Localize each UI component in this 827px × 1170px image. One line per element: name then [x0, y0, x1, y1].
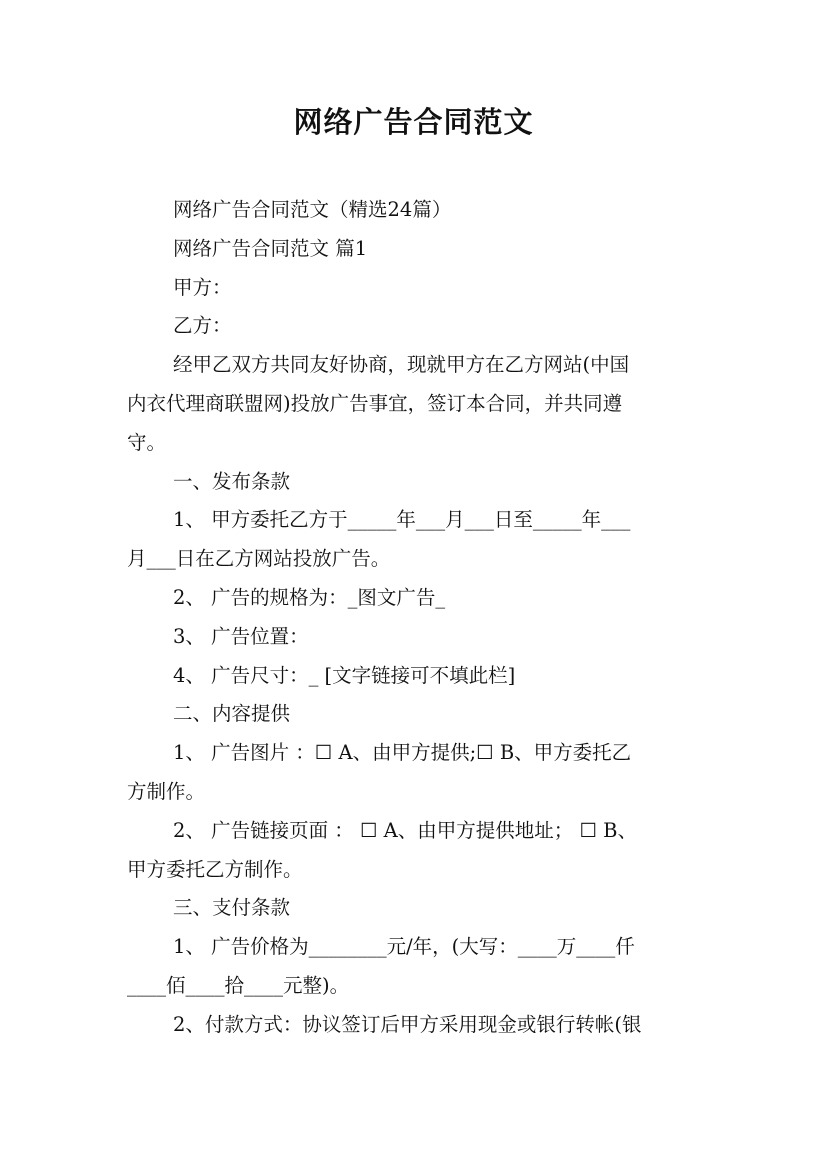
clause-1-1-line-1: 1、 甲方委托乙方于_____年___月___日至_____年___: [173, 508, 631, 532]
clause-2-2-line-1: 2、 广告链接页面 ： ☐ A、由甲方提供地址； ☐ B、: [173, 818, 637, 842]
clause-1-4: 4、 广告尺寸：_ [文字链接可不填此栏]: [173, 663, 516, 687]
clause-1-1-line-2: 月___日在乙方网站投放广告。: [127, 547, 391, 571]
clause-2-2-line-2: 甲方委托乙方制作。: [127, 857, 303, 881]
document-title: 网络广告合同范文: [293, 105, 534, 139]
clause-2-1-line-2: 方制作。: [127, 779, 206, 803]
party-a-line: 甲方：: [173, 275, 232, 299]
clause-3-1-line-1: 1、 广告价格为________元/年，(大写：____万____仟: [173, 935, 635, 959]
section-2-heading: 二、内容提供: [173, 702, 291, 726]
intro-line-3: 守。: [127, 430, 167, 454]
section-1-heading: 一、发布条款: [173, 469, 291, 493]
clause-3-2-line-1: 2、付款方式：协议签订后甲方采用现金或银行转帐(银: [173, 1012, 642, 1036]
intro-line-2: 内衣代理商联盟网)投放广告事宜，签订本合同，并共同遵: [127, 391, 623, 415]
contract-heading-line: 网络广告合同范文（精选24篇）: [173, 198, 452, 221]
section-heading-line: 网络广告合同范文 篇1: [173, 236, 368, 260]
document-body: [127, 191, 702, 1045]
clause-1-2: 2、 广告的规格为：_图文广告_: [173, 585, 446, 609]
intro-line-1: 经甲乙双方共同友好协商，现就甲方在乙方网站(中国: [173, 353, 630, 377]
section-3-heading: 三、支付条款: [173, 896, 291, 920]
clause-1-3: 3、 广告位置：: [173, 624, 309, 648]
party-b-line: 乙方：: [173, 314, 232, 338]
clause-3-1-line-2: ____佰____拾____元整)。: [127, 973, 350, 997]
clause-2-1-line-1: 1、 广告图片 ：☐ A、由甲方提供;☐ B、甲方委托乙: [173, 741, 632, 765]
